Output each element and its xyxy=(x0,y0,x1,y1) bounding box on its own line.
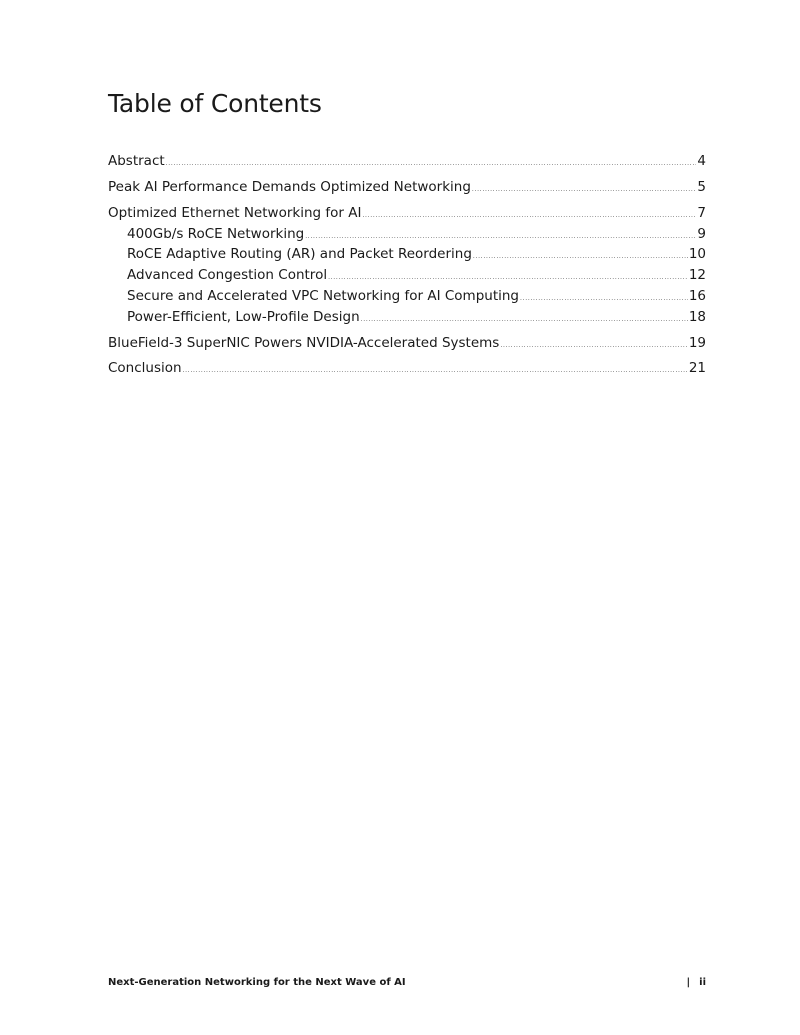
toc-entry-page: 5 xyxy=(697,179,706,195)
toc-entry-conclusion[interactable] xyxy=(108,359,706,377)
toc-entry-label: Optimized Ethernet Networking for AI xyxy=(108,205,362,221)
toc-entry-label: Power-Efficient, Low-Profile Design xyxy=(127,309,360,325)
toc-entry-page: 18 xyxy=(688,309,706,325)
toc-entry-advanced-congestion-control[interactable] xyxy=(127,266,706,284)
toc-entry-page: 4 xyxy=(697,153,706,169)
toc-entry-page: 12 xyxy=(688,267,706,283)
footer-page-indicator xyxy=(686,977,706,988)
toc-entry-label: Abstract xyxy=(108,153,165,169)
dot-leader xyxy=(500,334,687,355)
dot-leader xyxy=(305,225,696,246)
toc-entry-label: Secure and Accelerated VPC Networking for AI Computing xyxy=(127,288,520,304)
toc-entry-page: 9 xyxy=(697,226,706,242)
dot-leader xyxy=(328,266,688,287)
toc-entry-label: 400Gb/s RoCE Networking xyxy=(127,226,305,242)
toc-entry-label: BlueField-3 SuperNIC Powers NVIDIA-Accelerated Systems xyxy=(108,335,500,351)
page-footer xyxy=(108,975,706,989)
dot-leader xyxy=(361,308,688,329)
toc-entry-label: Conclusion xyxy=(108,360,182,376)
toc-entry-page: 19 xyxy=(688,335,706,351)
toc-entry-bluefield3-supernic[interactable] xyxy=(108,334,706,352)
toc-entry-power-efficient-design[interactable] xyxy=(127,308,706,326)
toc-entry-page: 10 xyxy=(688,246,706,262)
toc-entry-optimized-ethernet[interactable] xyxy=(108,204,706,222)
toc-entry-page: 16 xyxy=(688,288,706,304)
footer-page-number: ii xyxy=(699,976,706,988)
dot-leader xyxy=(183,359,688,380)
toc-entry-roce-adaptive-routing[interactable] xyxy=(127,245,706,263)
toc-entry-400gbs-roce[interactable] xyxy=(127,225,706,243)
toc-entry-label: Advanced Congestion Control xyxy=(127,267,328,283)
toc-entry-label: RoCE Adaptive Routing (AR) and Packet Reordering xyxy=(127,246,472,262)
toc-entry-abstract[interactable] xyxy=(108,152,706,170)
footer-document-title: Next-Generation Networking for the Next Wave of AI xyxy=(108,976,406,988)
dot-leader xyxy=(520,287,688,308)
toc-entry-secure-vpc-networking[interactable] xyxy=(127,287,706,305)
toc-entry-page: 7 xyxy=(697,205,706,221)
footer-separator: | xyxy=(686,976,691,988)
page-title: Table of Contents xyxy=(108,89,322,118)
dot-leader xyxy=(472,178,697,199)
toc-entry-page: 21 xyxy=(688,360,706,376)
toc-entry-label: Peak AI Performance Demands Optimized Networking xyxy=(108,179,471,195)
dot-leader xyxy=(166,152,697,173)
toc-entry-peak-ai-performance[interactable] xyxy=(108,178,706,196)
dot-leader xyxy=(473,245,688,266)
dot-leader xyxy=(362,204,696,225)
